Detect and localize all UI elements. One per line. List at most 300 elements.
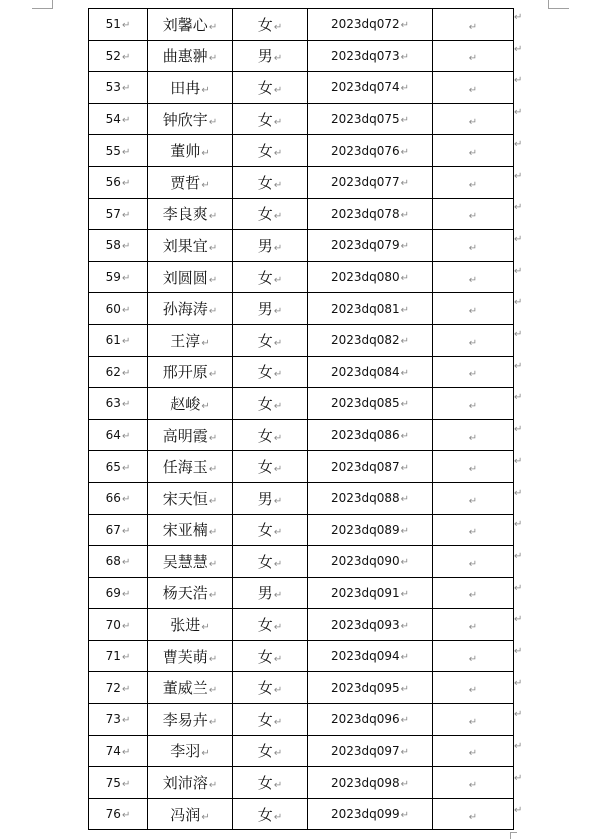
row-end-mark-icon: ↵	[514, 170, 523, 182]
paragraph-mark-icon: ↵	[400, 51, 410, 63]
paragraph-mark-icon: ↵	[468, 527, 478, 539]
paragraph-mark-icon: ↵	[121, 462, 131, 474]
note-cell[interactable]	[433, 40, 514, 72]
note-cell[interactable]	[433, 609, 514, 641]
name-cell[interactable]	[148, 261, 233, 293]
student-id-text: 2023dq073	[330, 48, 400, 63]
row-end-mark-icon: ↵	[514, 329, 523, 340]
name-cell[interactable]	[148, 293, 233, 325]
row-number-cell[interactable]	[89, 767, 148, 799]
paragraph-mark-icon: ↵	[121, 588, 131, 600]
gender-text: 男	[257, 300, 273, 319]
row-number-cell[interactable]	[89, 451, 148, 483]
student-id-cell[interactable]	[308, 609, 433, 641]
student-id-text: 2023dq088	[330, 491, 400, 506]
row-number-text: 53	[105, 80, 121, 95]
name-cell[interactable]	[148, 672, 233, 704]
paragraph-mark-icon: ↵	[468, 148, 478, 160]
gender-cell[interactable]	[233, 198, 308, 230]
paragraph-mark-icon: ↵	[273, 811, 283, 823]
name-text: 钟欣宇	[162, 110, 208, 129]
gender-text: 女	[257, 710, 273, 729]
table-row	[89, 388, 514, 420]
paragraph-mark-icon: ↵	[468, 116, 478, 128]
gender-text: 女	[257, 647, 273, 666]
gender-text: 女	[257, 742, 273, 761]
paragraph-mark-icon: ↵	[208, 274, 218, 286]
row-number-cell[interactable]	[89, 798, 148, 830]
row-number-text: 72	[105, 680, 121, 695]
name-cell[interactable]	[148, 135, 233, 167]
gender-cell[interactable]	[233, 419, 308, 451]
row-end-mark-icon: ↵	[514, 107, 523, 119]
table-row	[89, 767, 514, 799]
gender-cell[interactable]	[233, 166, 308, 198]
paragraph-mark-icon: ↵	[468, 558, 478, 570]
name-cell[interactable]	[148, 640, 233, 672]
paragraph-mark-icon: ↵	[201, 622, 210, 634]
paragraph-mark-icon: ↵	[273, 21, 283, 33]
name-cell[interactable]	[148, 388, 233, 420]
gender-cell[interactable]	[233, 451, 308, 483]
name-cell[interactable]	[148, 230, 233, 262]
name-text: 贾哲	[170, 173, 201, 192]
gender-cell[interactable]	[233, 40, 308, 72]
student-id-cell[interactable]	[308, 704, 433, 736]
name-text: 邢开原	[162, 363, 208, 382]
table-row	[89, 609, 514, 641]
paragraph-mark-icon: ↵	[400, 241, 410, 253]
paragraph-mark-icon: ↵	[208, 558, 218, 570]
paragraph-mark-icon: ↵	[468, 21, 478, 33]
table-row	[89, 704, 514, 736]
gender-cell[interactable]	[233, 672, 308, 704]
name-cell[interactable]	[148, 451, 233, 483]
row-number-cell[interactable]	[89, 482, 148, 514]
name-cell[interactable]	[148, 356, 233, 388]
table-row	[89, 135, 514, 167]
row-number-text: 75	[105, 775, 121, 790]
paragraph-mark-icon: ↵	[201, 400, 210, 412]
row-number-cell[interactable]	[89, 198, 148, 230]
table-row	[89, 514, 514, 546]
student-id-text: 2023dq080	[330, 270, 400, 285]
table-row	[89, 356, 514, 388]
name-cell[interactable]	[148, 609, 233, 641]
gender-cell[interactable]	[233, 356, 308, 388]
gender-text: 女	[257, 15, 273, 34]
note-cell[interactable]	[433, 419, 514, 451]
paragraph-mark-icon: ↵	[468, 685, 478, 697]
student-id-text: 2023dq082	[330, 333, 400, 348]
gender-text: 女	[257, 173, 273, 192]
note-cell[interactable]	[433, 135, 514, 167]
name-cell[interactable]	[148, 419, 233, 451]
gender-cell[interactable]	[233, 735, 308, 767]
name-cell[interactable]	[148, 514, 233, 546]
gender-cell[interactable]	[233, 482, 308, 514]
student-id-cell[interactable]	[308, 293, 433, 325]
row-number-text: 70	[105, 617, 121, 632]
row-end-mark-icon: ↵	[514, 709, 523, 721]
paragraph-mark-icon: ↵	[468, 748, 478, 760]
gender-cell[interactable]	[233, 640, 308, 672]
student-id-cell[interactable]	[308, 198, 433, 230]
paragraph-mark-icon: ↵	[400, 525, 410, 537]
note-cell[interactable]	[433, 735, 514, 767]
name-cell[interactable]	[148, 704, 233, 736]
gender-text: 女	[257, 363, 273, 382]
paragraph-mark-icon: ↵	[121, 810, 131, 822]
gender-cell[interactable]	[233, 767, 308, 799]
name-cell[interactable]	[148, 9, 233, 41]
gender-text: 女	[257, 458, 273, 477]
row-number-cell[interactable]	[89, 166, 148, 198]
paragraph-mark-icon: ↵	[121, 746, 131, 758]
student-id-cell[interactable]	[308, 451, 433, 483]
paragraph-mark-icon: ↵	[201, 179, 210, 191]
paragraph-mark-icon: ↵	[400, 715, 410, 727]
paragraph-mark-icon: ↵	[400, 367, 410, 379]
note-cell[interactable]	[433, 672, 514, 704]
table-row	[89, 672, 514, 704]
row-number-cell[interactable]	[89, 672, 148, 704]
student-id-cell[interactable]	[308, 419, 433, 451]
student-id-cell[interactable]	[308, 72, 433, 104]
gender-text: 女	[257, 552, 273, 571]
row-number-text: 63	[105, 396, 121, 411]
row-number-cell[interactable]	[89, 9, 148, 41]
paragraph-mark-icon: ↵	[468, 716, 478, 728]
student-id-cell[interactable]	[308, 40, 433, 72]
student-id-cell[interactable]	[308, 735, 433, 767]
gender-cell[interactable]	[233, 324, 308, 356]
paragraph-mark-icon: ↵	[121, 115, 131, 127]
paragraph-mark-icon: ↵	[468, 306, 478, 318]
table-row	[89, 40, 514, 72]
paragraph-mark-icon: ↵	[400, 399, 410, 411]
name-cell[interactable]	[148, 735, 233, 767]
student-id-text: 2023dq084	[330, 364, 400, 379]
row-end-mark-icon: ↵	[514, 614, 523, 626]
paragraph-mark-icon: ↵	[400, 178, 410, 190]
row-number-cell[interactable]	[89, 324, 148, 356]
paragraph-mark-icon: ↵	[201, 337, 210, 349]
row-end-mark-icon: ↵	[514, 75, 523, 87]
table-row	[89, 261, 514, 293]
table-row	[89, 293, 514, 325]
note-cell[interactable]	[433, 72, 514, 104]
row-number-text: 65	[105, 459, 121, 474]
page-corner-mark-left	[32, 0, 53, 9]
gender-text: 女	[257, 774, 273, 793]
row-number-cell[interactable]	[89, 546, 148, 578]
paragraph-mark-icon: ↵	[273, 622, 283, 634]
name-cell[interactable]	[148, 72, 233, 104]
gender-text: 女	[257, 78, 273, 97]
paragraph-mark-icon: ↵	[121, 336, 131, 348]
note-cell[interactable]	[433, 640, 514, 672]
name-text: 刘圆圆	[162, 268, 208, 287]
gender-text: 女	[257, 426, 273, 445]
note-cell[interactable]	[433, 261, 514, 293]
student-id-cell[interactable]	[308, 798, 433, 830]
row-end-mark-icon: ↵	[514, 772, 523, 784]
row-number-text: 69	[105, 585, 121, 600]
paragraph-mark-icon: ↵	[121, 778, 131, 790]
paragraph-mark-icon: ↵	[208, 495, 218, 507]
note-cell[interactable]	[433, 767, 514, 799]
paragraph-mark-icon: ↵	[208, 306, 218, 318]
paragraph-mark-icon: ↵	[201, 148, 210, 160]
row-number-cell[interactable]	[89, 230, 148, 262]
paragraph-mark-icon: ↵	[121, 304, 131, 316]
gender-cell[interactable]	[233, 609, 308, 641]
name-cell[interactable]	[148, 482, 233, 514]
paragraph-mark-icon: ↵	[273, 369, 283, 381]
paragraph-mark-icon: ↵	[273, 179, 283, 191]
paragraph-mark-icon: ↵	[121, 273, 131, 285]
name-cell[interactable]	[148, 324, 233, 356]
paragraph-mark-icon: ↵	[121, 399, 131, 411]
gender-cell[interactable]	[233, 135, 308, 167]
gender-text: 男	[257, 584, 273, 603]
gender-text: 男	[257, 47, 273, 66]
paragraph-mark-icon: ↵	[273, 306, 283, 318]
student-id-cell[interactable]	[308, 388, 433, 420]
student-id-text: 2023dq096	[330, 712, 400, 727]
gender-cell[interactable]	[233, 798, 308, 830]
paragraph-mark-icon: ↵	[468, 211, 478, 223]
paragraph-mark-icon: ↵	[208, 242, 218, 254]
paragraph-mark-icon: ↵	[121, 209, 131, 221]
student-id-cell[interactable]	[308, 672, 433, 704]
row-number-cell[interactable]	[89, 72, 148, 104]
name-cell[interactable]	[148, 577, 233, 609]
table-row	[89, 103, 514, 135]
paragraph-mark-icon: ↵	[121, 367, 131, 379]
row-end-mark-icon: ↵	[514, 455, 523, 467]
note-cell[interactable]	[433, 577, 514, 609]
paragraph-mark-icon: ↵	[400, 336, 410, 348]
note-cell[interactable]	[433, 798, 514, 830]
student-id-cell[interactable]	[308, 103, 433, 135]
paragraph-mark-icon: ↵	[121, 620, 131, 632]
gender-text: 女	[257, 205, 273, 224]
row-number-text: 52	[105, 48, 121, 63]
row-number-text: 68	[105, 554, 121, 569]
paragraph-mark-icon: ↵	[273, 84, 283, 96]
row-number-cell[interactable]	[89, 704, 148, 736]
row-number-cell[interactable]	[89, 356, 148, 388]
note-cell[interactable]	[433, 9, 514, 41]
student-id-text: 2023dq076	[330, 143, 400, 158]
note-cell[interactable]	[433, 324, 514, 356]
paragraph-mark-icon: ↵	[468, 811, 478, 823]
student-id-text: 2023dq085	[330, 396, 400, 411]
name-text: 曹芙萌	[162, 647, 208, 666]
gender-cell[interactable]	[233, 261, 308, 293]
paragraph-mark-icon: ↵	[208, 685, 218, 697]
gender-cell[interactable]	[233, 9, 308, 41]
paragraph-mark-icon: ↵	[273, 748, 283, 760]
name-text: 董帅	[170, 142, 201, 161]
row-number-cell[interactable]	[89, 735, 148, 767]
paragraph-mark-icon: ↵	[468, 274, 478, 286]
paragraph-mark-icon: ↵	[468, 84, 478, 96]
note-cell[interactable]	[433, 514, 514, 546]
note-cell[interactable]	[433, 388, 514, 420]
row-end-mark-icon: ↵	[514, 804, 523, 816]
student-id-cell[interactable]	[308, 514, 433, 546]
row-number-cell[interactable]	[89, 293, 148, 325]
paragraph-mark-icon: ↵	[201, 811, 210, 823]
student-id-cell[interactable]	[308, 546, 433, 578]
name-cell[interactable]	[148, 40, 233, 72]
note-cell[interactable]	[433, 230, 514, 262]
name-cell[interactable]	[148, 798, 233, 830]
row-number-cell[interactable]	[89, 577, 148, 609]
note-cell[interactable]	[433, 103, 514, 135]
student-id-cell[interactable]	[308, 9, 433, 41]
student-id-cell[interactable]	[308, 482, 433, 514]
row-number-cell[interactable]	[89, 609, 148, 641]
gender-cell[interactable]	[233, 546, 308, 578]
row-number-text: 59	[105, 270, 121, 285]
name-cell[interactable]	[148, 103, 233, 135]
roster-table	[88, 8, 514, 830]
row-number-cell[interactable]	[89, 135, 148, 167]
note-cell[interactable]	[433, 704, 514, 736]
table-row	[89, 482, 514, 514]
student-id-cell[interactable]	[308, 230, 433, 262]
row-end-mark-icon: ↵	[514, 741, 523, 753]
note-cell[interactable]	[433, 166, 514, 198]
student-id-text: 2023dq081	[330, 301, 400, 316]
gender-cell[interactable]	[233, 72, 308, 104]
student-id-cell[interactable]	[308, 324, 433, 356]
gender-text: 女	[257, 805, 273, 824]
name-text: 曲惠翀	[162, 47, 208, 66]
paragraph-mark-icon: ↵	[400, 746, 410, 758]
note-cell[interactable]	[433, 546, 514, 578]
student-id-cell[interactable]	[308, 261, 433, 293]
paragraph-mark-icon: ↵	[468, 622, 478, 634]
row-number-text: 54	[105, 112, 121, 127]
name-text: 张进	[170, 616, 201, 635]
student-id-cell[interactable]	[308, 577, 433, 609]
name-text: 刘果宜	[162, 236, 208, 255]
paragraph-mark-icon: ↵	[400, 146, 410, 158]
name-cell[interactable]	[148, 198, 233, 230]
student-id-cell[interactable]	[308, 166, 433, 198]
table-row	[89, 9, 514, 41]
gender-cell[interactable]	[233, 388, 308, 420]
row-number-cell[interactable]	[89, 514, 148, 546]
gender-text: 女	[257, 521, 273, 540]
name-text: 赵峻	[170, 394, 201, 413]
student-id-cell[interactable]	[308, 356, 433, 388]
name-text: 李易卉	[162, 710, 208, 729]
name-text: 宋亚楠	[162, 521, 208, 540]
gender-cell[interactable]	[233, 514, 308, 546]
note-cell[interactable]	[433, 198, 514, 230]
name-text: 刘沛溶	[162, 774, 208, 793]
paragraph-mark-icon: ↵	[208, 53, 218, 65]
name-cell[interactable]	[148, 166, 233, 198]
row-end-mark-icon: ↵	[514, 265, 523, 277]
paragraph-mark-icon: ↵	[468, 495, 478, 507]
paragraph-mark-icon: ↵	[273, 400, 283, 412]
row-number-cell[interactable]	[89, 388, 148, 420]
gender-cell[interactable]	[233, 230, 308, 262]
paragraph-mark-icon: ↵	[121, 431, 131, 443]
gender-text: 女	[257, 679, 273, 698]
note-cell[interactable]	[433, 482, 514, 514]
paragraph-mark-icon: ↵	[400, 209, 410, 221]
name-text: 吴慧慧	[162, 552, 208, 571]
row-number-text: 55	[105, 143, 121, 158]
row-end-mark-icon: ↵	[514, 519, 523, 531]
name-cell[interactable]	[148, 546, 233, 578]
table-row	[89, 577, 514, 609]
student-id-cell[interactable]	[308, 135, 433, 167]
paragraph-mark-icon: ↵	[273, 527, 283, 539]
name-text: 李良爽	[162, 205, 208, 224]
student-id-cell[interactable]	[308, 640, 433, 672]
paragraph-mark-icon: ↵	[201, 748, 210, 760]
row-end-mark-icon: ↵	[514, 677, 523, 689]
gender-cell[interactable]	[233, 293, 308, 325]
note-cell[interactable]	[433, 451, 514, 483]
row-number-cell[interactable]	[89, 261, 148, 293]
paragraph-mark-icon: ↵	[400, 462, 410, 474]
row-number-text: 58	[105, 238, 121, 253]
paragraph-mark-icon: ↵	[273, 716, 283, 728]
gender-cell[interactable]	[233, 577, 308, 609]
paragraph-mark-icon: ↵	[121, 557, 131, 569]
student-id-cell[interactable]	[308, 767, 433, 799]
paragraph-mark-icon: ↵	[273, 495, 283, 507]
paragraph-mark-icon: ↵	[273, 432, 283, 444]
row-number-cell[interactable]	[89, 419, 148, 451]
row-end-mark-icon: ↵	[514, 43, 523, 55]
gender-cell[interactable]	[233, 704, 308, 736]
table-row	[89, 546, 514, 578]
table-row	[89, 451, 514, 483]
row-number-cell[interactable]	[89, 640, 148, 672]
row-number-text: 76	[105, 807, 121, 822]
name-text: 田冉	[170, 78, 201, 97]
name-text: 高明霞	[162, 426, 208, 445]
note-cell[interactable]	[433, 356, 514, 388]
paragraph-mark-icon: ↵	[468, 53, 478, 65]
paragraph-mark-icon: ↵	[121, 715, 131, 727]
gender-cell[interactable]	[233, 103, 308, 135]
paragraph-mark-icon: ↵	[208, 653, 218, 665]
paragraph-mark-icon: ↵	[273, 590, 283, 602]
name-cell[interactable]	[148, 767, 233, 799]
row-number-cell[interactable]	[89, 40, 148, 72]
paragraph-mark-icon: ↵	[400, 588, 410, 600]
note-cell[interactable]	[433, 293, 514, 325]
row-number-text: 74	[105, 743, 121, 758]
row-end-mark-icon: ↵	[514, 202, 523, 214]
row-number-cell[interactable]	[89, 103, 148, 135]
paragraph-mark-icon: ↵	[121, 51, 131, 63]
paragraph-mark-icon: ↵	[208, 21, 218, 33]
paragraph-mark-icon: ↵	[273, 148, 283, 160]
